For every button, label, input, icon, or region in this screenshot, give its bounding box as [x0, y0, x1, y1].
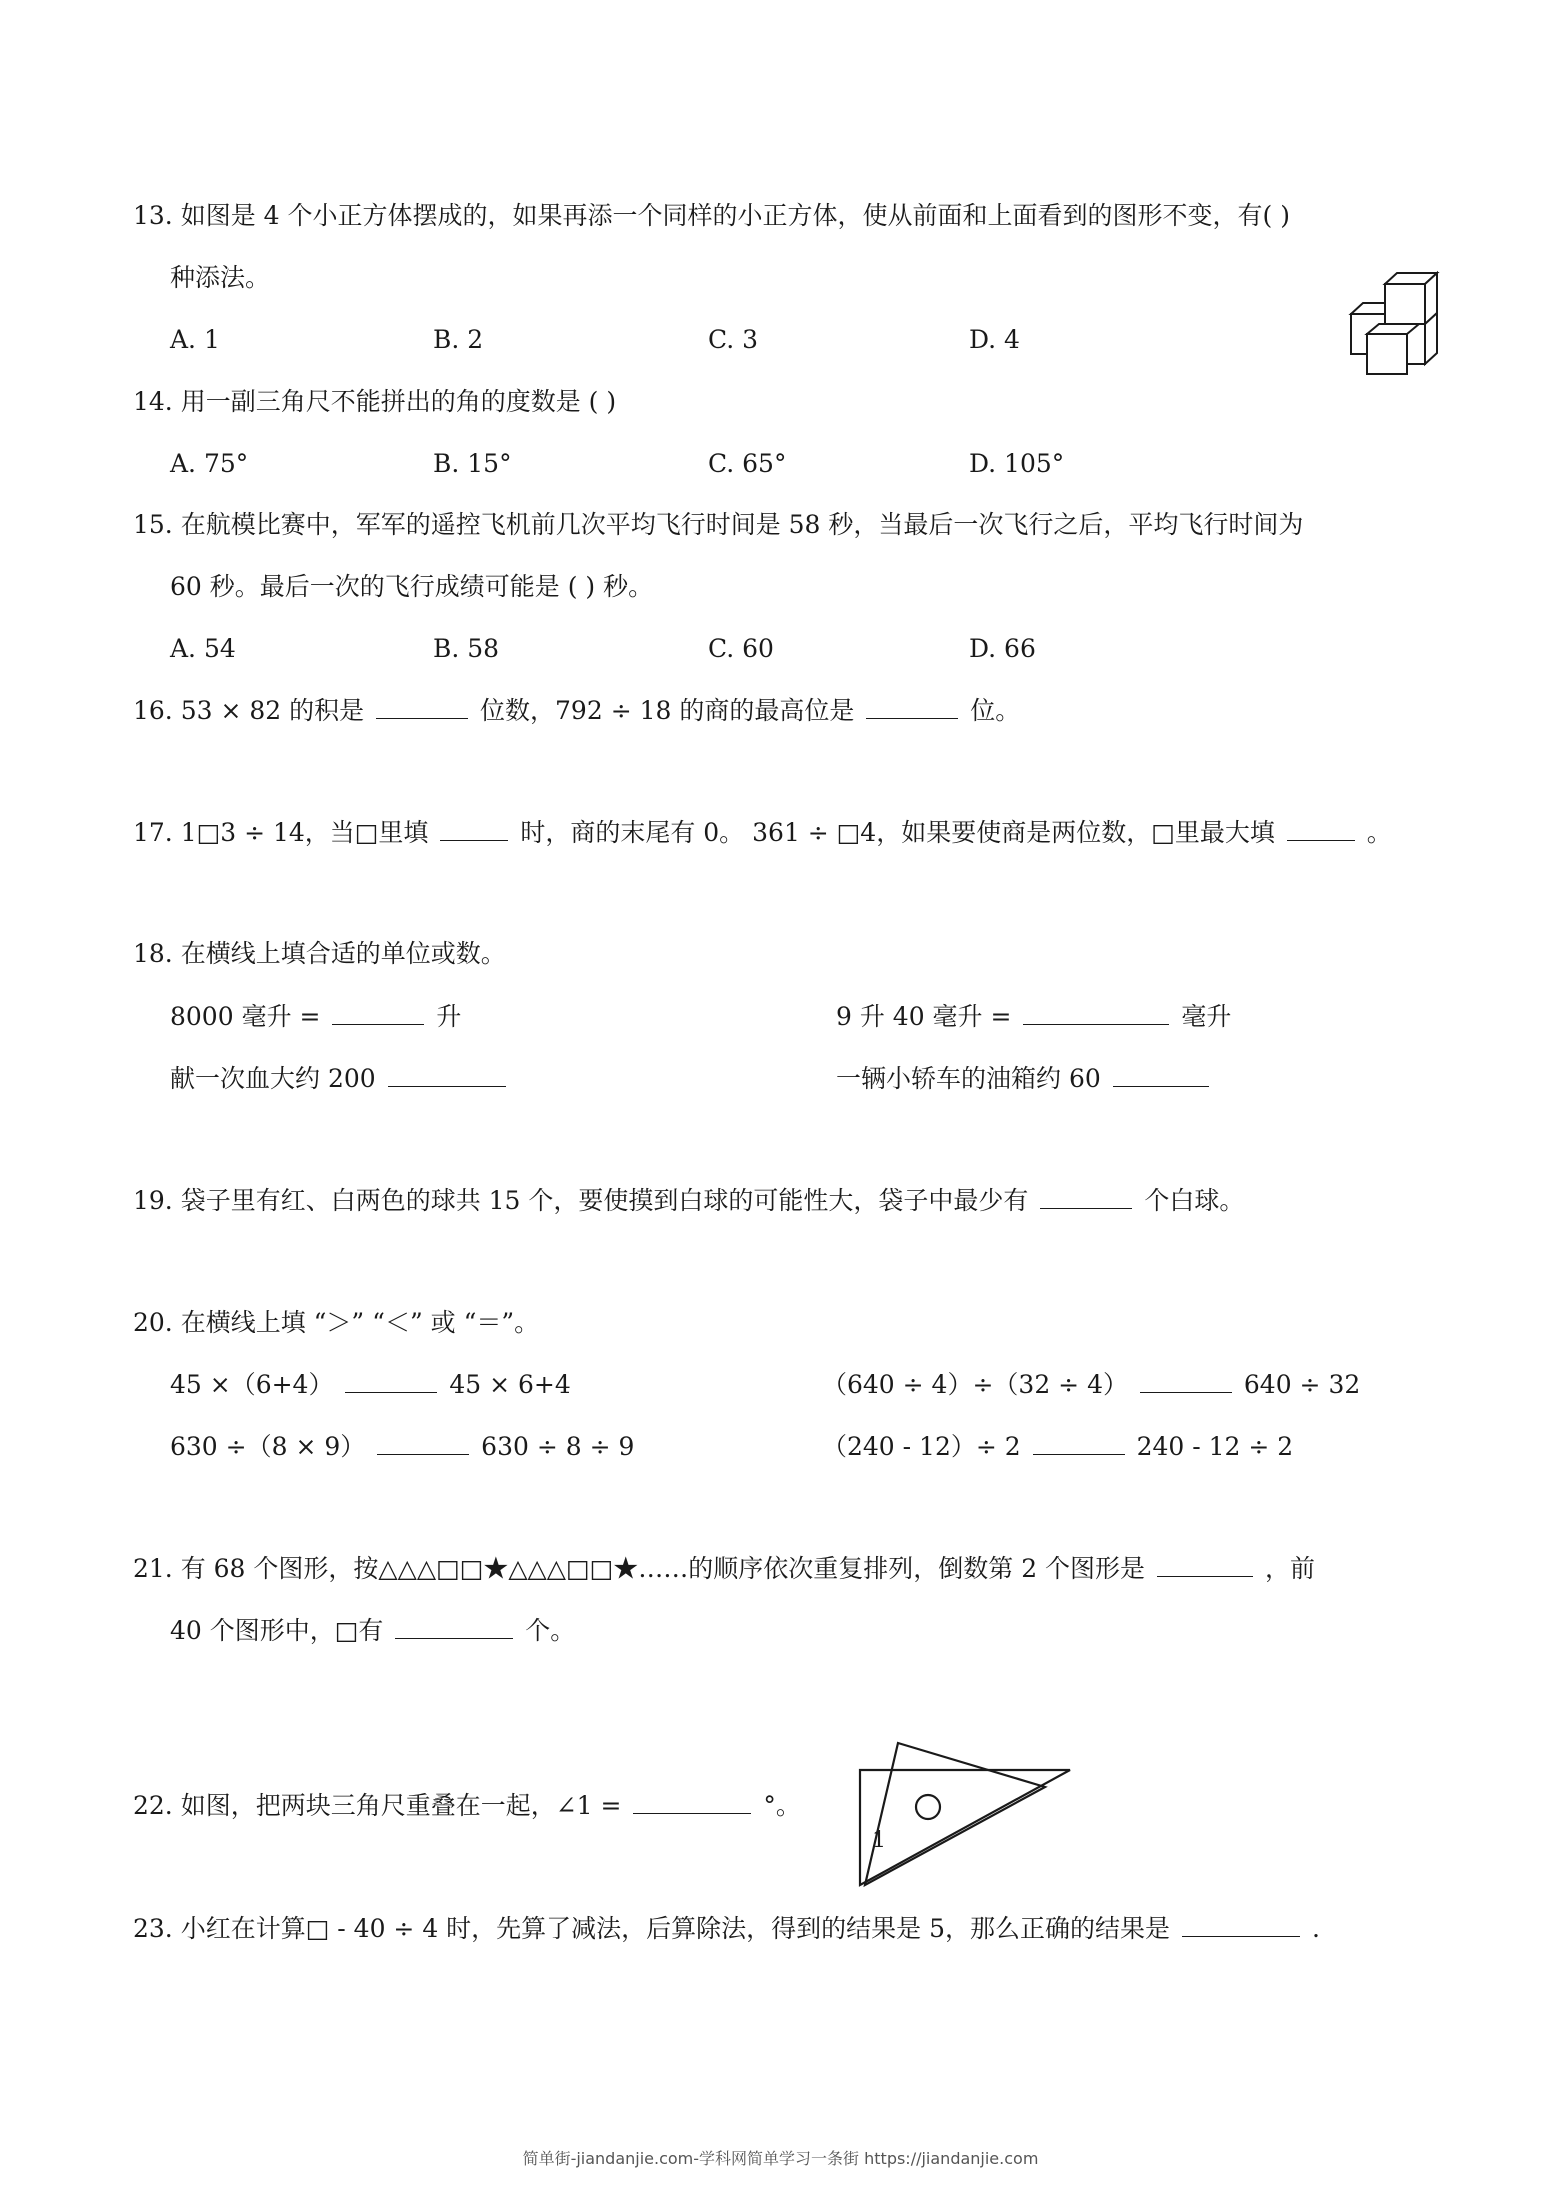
q20-item-d-right: 240 - 12 ÷ 2: [1136, 1432, 1294, 1461]
q13-text-line1: 13. 如图是 4 个小正方体摆成的，如果再添一个同样的小正方体，使从前面和上面看到的图形不变，有( ): [133, 201, 1290, 230]
q20-item-a-right: 45 × 6+4: [449, 1370, 571, 1399]
q20-title: 20. 在横线上填 “＞” “＜” 或 “＝”。: [133, 1308, 540, 1337]
q20-item-d: [822, 1428, 1293, 1465]
set-squares-figure: [850, 1742, 1080, 1892]
q17-text-part3: 。: [1366, 818, 1392, 847]
angle-1-label: 1: [872, 1828, 886, 1853]
cube-stack-figure: [1345, 272, 1440, 384]
q13-option-a: A. 1: [170, 325, 220, 354]
q17-blank-2[interactable]: [1287, 814, 1355, 841]
q19-text: [133, 1182, 1244, 1219]
q15-text-line1: 15. 在航模比赛中，军军的遥控飞机前几次平均飞行时间是 58 秒，当最后一次飞行之后，平均飞行时间为: [133, 510, 1304, 539]
q22-text: [133, 1787, 801, 1824]
q18-title: 18. 在横线上填合适的单位或数。: [133, 939, 506, 968]
q20-item-c-left: 630 ÷（8 × 9）: [170, 1432, 366, 1461]
q20-item-b-right: 640 ÷ 32: [1243, 1370, 1361, 1399]
q23-text-part2: .: [1311, 1914, 1320, 1943]
q20-blank-c[interactable]: [377, 1428, 469, 1455]
q14-option-c: C. 65°: [708, 449, 787, 478]
q14-text: 14. 用一副三角尺不能拼出的角的度数是 ( ): [133, 387, 617, 416]
q15-option-a: A. 54: [170, 634, 236, 663]
q22-text-part1: 22. 如图，把两块三角尺重叠在一起，∠1 =: [133, 1791, 622, 1820]
q22-blank[interactable]: [633, 1787, 751, 1814]
q14-option-b: B. 15°: [433, 449, 512, 478]
q21-text-line2-part1: 40 个图形中，□有: [170, 1616, 384, 1645]
q17-text: [133, 814, 1392, 851]
q16-text-part1: 16. 53 × 82 的积是: [133, 696, 365, 725]
q15-option-c: C. 60: [708, 634, 774, 663]
q22-text-part2: °。: [763, 1791, 801, 1820]
q15-option-d: D. 66: [969, 634, 1036, 663]
q15-text-line2: 60 秒。最后一次的飞行成绩可能是 ( ) 秒。: [170, 572, 654, 601]
q13-option-b: B. 2: [433, 325, 484, 354]
q17-blank-1[interactable]: [440, 814, 508, 841]
q23-blank[interactable]: [1182, 1910, 1300, 1937]
q20-item-a: [170, 1366, 571, 1403]
q18-item-b: [836, 998, 1231, 1035]
q20-blank-a[interactable]: [345, 1366, 437, 1393]
q18-item-b-text: 9 升 40 毫升 =: [836, 1002, 1012, 1031]
q18-item-c: [170, 1060, 510, 1097]
q18-item-a-text: 8000 毫升 =: [170, 1002, 321, 1031]
q23-text: [133, 1910, 1320, 1947]
q16-text-part3: 位。: [970, 696, 1021, 725]
q18-item-a-unit: 升: [436, 1002, 462, 1031]
q20-item-b-left: （640 ÷ 4）÷（32 ÷ 4）: [822, 1370, 1128, 1399]
q18-item-a: [170, 998, 461, 1035]
q20-item-c-right: 630 ÷ 8 ÷ 9: [481, 1432, 635, 1461]
q18-item-d: [836, 1060, 1213, 1097]
q16-blank-2[interactable]: [866, 692, 958, 719]
q21-text-part1: 21. 有 68 个图形，按△△△□□★△△△□□★……的顺序依次重复排列，倒数第 2 个图形是: [133, 1554, 1146, 1583]
page-footer: 简单街-jiandanjie.com-学科网简单学习一条街 https://jiandanjie.com: [522, 2149, 1039, 2168]
q21-text-part2: ，前: [1264, 1554, 1315, 1583]
q19-blank[interactable]: [1040, 1182, 1132, 1209]
q20-item-c: [170, 1428, 634, 1465]
q21-text-line2: [170, 1612, 575, 1649]
q17-text-part2: 时，商的末尾有 0。 361 ÷ □4，如果要使商是两位数，□里最大填: [520, 818, 1275, 847]
q23-text-part1: 23. 小红在计算□ - 40 ÷ 4 时，先算了减法，后算除法，得到的结果是 5，那么正确的结果是: [133, 1914, 1171, 1943]
q20-blank-b[interactable]: [1140, 1366, 1232, 1393]
q18-item-c-text: 献一次血大约 200: [170, 1064, 376, 1093]
q19-text-part1: 19. 袋子里有红、白两色的球共 15 个，要使摸到白球的可能性大，袋子中最少有: [133, 1186, 1029, 1215]
q21-text-line2-part2: 个。: [525, 1616, 576, 1645]
q20-item-a-left: 45 ×（6+4）: [170, 1370, 334, 1399]
q20-item-d-left: （240 - 12）÷ 2: [822, 1432, 1021, 1461]
q18-blank-a[interactable]: [332, 998, 424, 1025]
q13-option-c: C. 3: [708, 325, 759, 354]
q18-blank-d[interactable]: [1113, 1060, 1209, 1087]
q17-text-part1: 17. 1□3 ÷ 14，当□里填: [133, 818, 429, 847]
q19-text-part2: 个白球。: [1144, 1186, 1245, 1215]
q13-option-d: D. 4: [969, 325, 1020, 354]
q20-item-b: [822, 1366, 1360, 1403]
q13-text-line2: 种添法。: [170, 263, 271, 292]
q18-item-b-unit: 毫升: [1181, 1002, 1232, 1031]
q16-text-part2: 位数，792 ÷ 18 的商的最高位是: [480, 696, 855, 725]
q18-blank-b[interactable]: [1023, 998, 1169, 1025]
q20-blank-d[interactable]: [1033, 1428, 1125, 1455]
q16-text: [133, 692, 1020, 729]
q14-option-a: A. 75°: [170, 449, 249, 478]
q14-option-d: D. 105°: [969, 449, 1065, 478]
q18-blank-c[interactable]: [388, 1060, 506, 1087]
q21-blank-2[interactable]: [395, 1612, 513, 1639]
q21-text-line1: [133, 1550, 1315, 1587]
q16-blank-1[interactable]: [376, 692, 468, 719]
q21-blank-1[interactable]: [1157, 1550, 1253, 1577]
q15-option-b: B. 58: [433, 634, 500, 663]
q18-item-d-text: 一辆小轿车的油箱约 60: [836, 1064, 1101, 1093]
